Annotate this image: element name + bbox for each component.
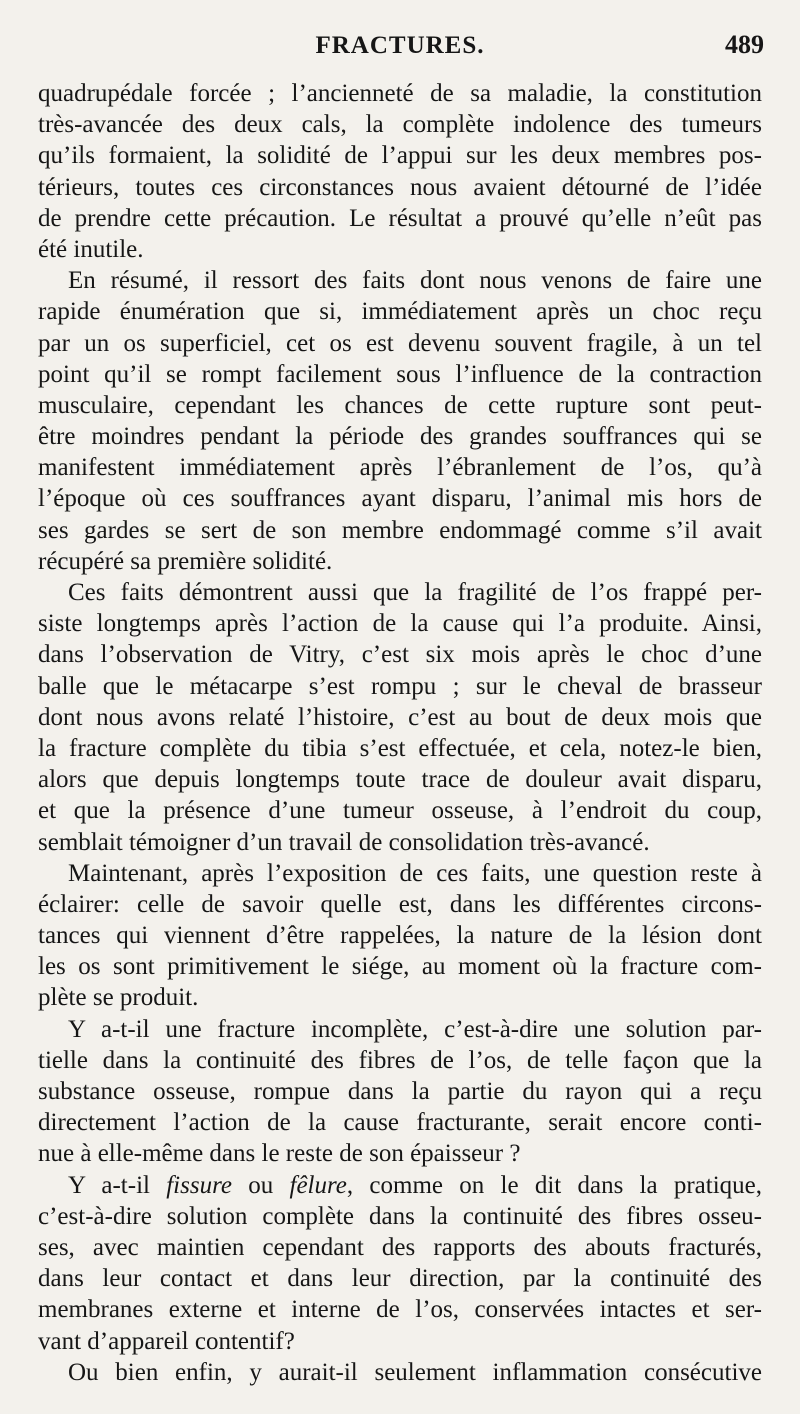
text-line: de prendre cette précaution. Le résultat a prouvé qu’elle n’eût pas [38,204,762,232]
body-text [38,78,762,1388]
text-line: rapide énumération que si, immédiatement après un choc reçu [38,298,762,326]
text-line: musculaire, cependant les chances de cette rupture sont peut- [38,391,762,419]
text-line: membranes externe et interne de l’os, conservées intactes et ser- [38,1296,762,1324]
page-number: 489 [725,30,764,59]
text-line: éclairer: celle de savoir quelle est, dans les différentes circons- [38,890,762,918]
text-line: point qu’il se rompt facilement sous l’influence de la contraction [38,360,762,388]
text-line: quadrupédale forcée ; l’ancienneté de sa maladie, la constitution [38,80,762,107]
text-line: être moindres pendant la période des grandes souffrances qui se [38,423,762,451]
text-line: ses gardes se sert de son membre endommagé comme s’il avait [38,516,762,544]
text-line: très-avancée des deux cals, la complète indolence des tumeurs [38,111,762,139]
text-line: Y a-t-il une fracture incomplète, c’est-à-dire une solution par- [68,1015,762,1043]
text-line [38,1170,762,1201]
text-line: substance osseuse, rompue dans la partie du rayon qui a reçu [38,1078,762,1105]
text-line: vant d’appareil contentif? [38,1327,295,1355]
text-line: Ou bien enfin, y aurait-il seulement inflammation consécutive [68,1358,762,1386]
text-line: semblait témoigner d’un travail de consolidation très-avancé. [38,828,650,856]
text-line: par un os superficiel, cet os est devenu souvent fragile, à un tel [38,329,762,357]
text-line: dans l’observation de Vitry, c’est six mois après le choc d’une [38,641,762,669]
text-line: ses, avec maintien cependant des rapports des abouts fracturés, [38,1233,762,1261]
text-line: alors que depuis longtemps toute trace de douleur avait disparu, [38,766,762,794]
text-line: dont nous avons relaté l’histoire, c’est au bout de deux mois que [38,703,762,731]
text-line: qu’ils formaient, la solidité de l’appui sur les deux membres pos- [38,142,762,170]
text-line: manifestent immédiatement après l’ébranlement de l’os, qu’à [38,454,762,482]
text-line: plète se produit. [38,984,199,1012]
text-line: c’est-à-dire solution complète dans la continuité des fibres osseu- [38,1202,762,1230]
text-run: Y a-t-il [68,1171,167,1199]
text-line: Ces faits démontrent aussi que la fragilité de l’os frappé per- [68,579,762,606]
running-title: FRACTURES. [315,32,485,59]
text-run: ou [231,1171,290,1199]
text-line: dans leur contact et dans leur direction, par la continuité des [38,1265,762,1293]
text-line: siste longtemps après l’action de la cause qui l’a produite. Ainsi, [38,610,762,638]
text-line: récupéré sa première solidité. [38,547,333,575]
text-line: les os sont primitivement le siége, au moment où la fracture com- [38,953,762,981]
running-head [0,26,800,66]
text-line: térieurs, toutes ces circonstances nous avaient détourné de l’idée [38,173,762,201]
text-line: et que la présence d’une tumeur osseuse, à l’endroit du coup, [38,797,762,825]
text-line: tielle dans la continuité des fibres de l’os, de telle façon que la [38,1046,762,1074]
text-line: directement l’action de la cause fracturante, serait encore conti- [38,1109,762,1137]
text-line: nue à elle-même dans le reste de son épaisseur ? [38,1140,521,1168]
italic-term: fissure [166,1171,232,1199]
text-run: , comme on le dit dans la pratique, [346,1171,763,1199]
text-line: la fracture complète du tibia s’est effectuée, et cela, notez-le bien, [38,734,762,762]
text-line: balle que le métacarpe s’est rompu ; sur le cheval de brasseur [38,672,762,700]
text-line: En résumé, il ressort des faits dont nous venons de faire une [68,267,762,295]
text-line: l’époque où ces souffrances ayant disparu, l’animal mis hors de [38,485,762,513]
text-line: tances qui viennent d’être rappelées, la nature de la lésion dont [38,922,762,950]
text-line: Maintenant, après l’exposition de ces faits, une question reste à [68,859,762,887]
italic-term: fêlure [289,1171,347,1199]
text-line: été inutile. [38,235,144,263]
